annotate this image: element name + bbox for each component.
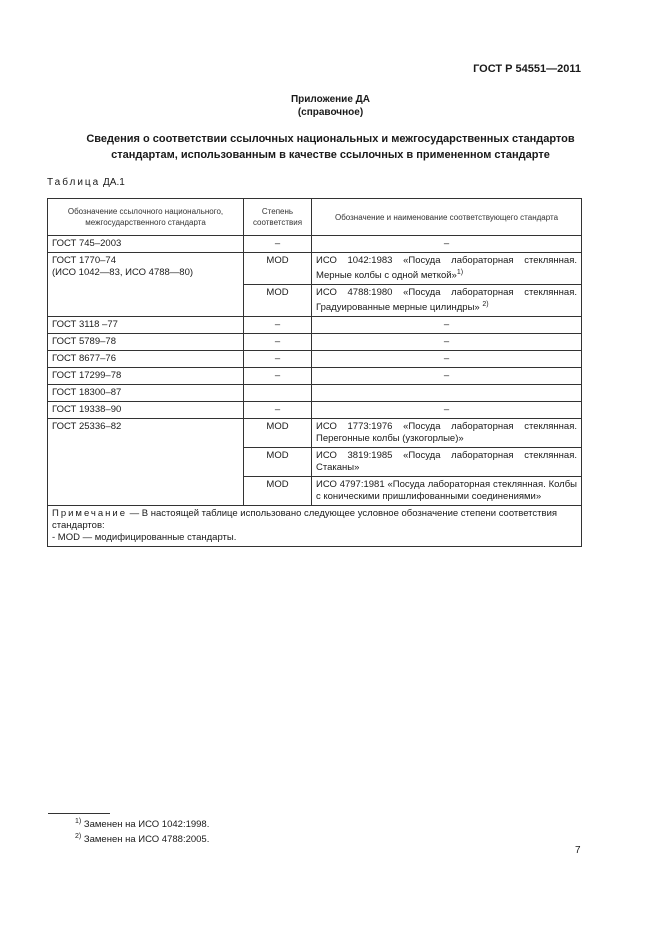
cell-degree: MOD: [244, 448, 312, 477]
cell-standard-line-1: ГОСТ 1770–74: [52, 255, 116, 266]
table-row: [48, 236, 582, 253]
cell-degree: –: [244, 317, 312, 334]
cell-degree: –: [244, 351, 312, 368]
table-row: [48, 334, 582, 351]
cell-corresponding: [312, 253, 582, 285]
cell-corresponding: –: [312, 236, 582, 253]
appendix-title: Приложение ДА: [290, 94, 371, 105]
cell-corresponding: ИСО 4797:1981 «Посуда лабораторная стеклянная. Колбы с коническими пришлифованными соединениями»: [312, 477, 582, 506]
table-row: [48, 351, 582, 368]
appendix-subtitle: (справочное): [297, 107, 364, 118]
footnote-2: [75, 831, 209, 846]
cell-corresponding: –: [312, 368, 582, 385]
cell-standard: ГОСТ 5789–78: [48, 334, 244, 351]
table-row: [48, 419, 582, 448]
footnotes: [75, 816, 209, 846]
cell-degree: MOD: [244, 419, 312, 448]
cell-degree: –: [244, 402, 312, 419]
correspondence-table: [47, 198, 582, 547]
footnote-divider: [48, 813, 110, 814]
cell-degree: MOD: [244, 285, 312, 317]
header-col-degree: Степень соответствия: [244, 199, 312, 236]
footnote-2-text: Заменен на ИСО 4788:2005.: [83, 834, 210, 846]
table-note: [48, 506, 582, 547]
footnote-ref: 2): [482, 301, 489, 309]
cell-degree: MOD: [244, 477, 312, 506]
cell-corresponding: ИСО 1773:1976 «Посуда лабораторная стеклянная. Перегонные колбы (узкогорлые)»: [312, 419, 582, 448]
appendix-heading: [0, 93, 661, 119]
header-col-corresponding-standard: Обозначение и наименование соответствующего стандарта: [312, 199, 582, 236]
cell-standard: ГОСТ 18300–87: [48, 385, 244, 402]
cell-degree: –: [244, 368, 312, 385]
footnote-2-mark: 2): [75, 833, 82, 841]
cell-standard: ГОСТ 19338–90: [48, 402, 244, 419]
header-col-reference-standard: Обозначение ссылочного национального, межгосударственного стандарта: [48, 199, 244, 236]
footnote-1-text: Заменен на ИСО 1042:1998.: [83, 819, 210, 831]
note-label: Примечание: [52, 508, 127, 520]
cell-standard: ГОСТ 8677–76: [48, 351, 244, 368]
cell-corresponding: –: [312, 334, 582, 351]
table-caption-number: ДА.1: [103, 177, 125, 188]
note-item: - MOD — модифицированные стандарты.: [52, 532, 237, 544]
cell-corresponding: –: [312, 351, 582, 368]
cell-degree: –: [244, 334, 312, 351]
note-text: — В настоящей таблице использовано следующее условное обозначение степени соответствия стандартов:: [52, 508, 558, 532]
section-title-line-2: стандартам, использованным в качестве ссылочных в примененном стандарте: [111, 149, 550, 161]
document-id: ГОСТ Р 54551—2011: [473, 63, 581, 75]
cell-standard-line-2: (ИСО 1042—83, ИСО 4788—80): [52, 267, 194, 278]
footnote-1: [75, 816, 209, 831]
cell-corresponding: [312, 285, 582, 317]
table-row: [48, 253, 582, 285]
cell-corresponding: [312, 385, 582, 402]
cell-standard: [48, 253, 244, 317]
cell-corresponding-text: ИСО 4788:1980 «Посуда лабораторная стеклянная. Градуированные мерные цилиндры»: [316, 287, 577, 314]
cell-standard: ГОСТ 17299–78: [48, 368, 244, 385]
cell-corresponding: –: [312, 317, 582, 334]
cell-standard: ГОСТ 3118 –77: [48, 317, 244, 334]
cell-degree: [244, 385, 312, 402]
table-row: [48, 402, 582, 419]
section-title-line-1: Сведения о соответствии ссылочных национальных и межгосударственных стандартов: [86, 133, 575, 145]
table-caption: [47, 177, 125, 188]
cell-corresponding: –: [312, 402, 582, 419]
cell-degree: MOD: [244, 253, 312, 285]
footnote-1-mark: 1): [75, 818, 82, 825]
table-header-row: [48, 199, 582, 236]
cell-standard: ГОСТ 745–2003: [48, 236, 244, 253]
table-row: [48, 368, 582, 385]
cell-degree: –: [244, 236, 312, 253]
table-row: [48, 385, 582, 402]
footnote-ref: 1): [456, 269, 464, 276]
table-row: [48, 317, 582, 334]
section-title: [0, 131, 661, 163]
cell-corresponding-text: ИСО 1042:1983 «Посуда лабораторная стеклянная. Мерные колбы с одной меткой»: [316, 255, 577, 282]
page-number: 7: [575, 845, 581, 856]
cell-standard: ГОСТ 25336–82: [48, 419, 244, 506]
cell-corresponding: ИСО 3819:1985 «Посуда лабораторная стеклянная. Стаканы»: [312, 448, 582, 477]
table-caption-prefix: Таблица: [47, 177, 101, 188]
table-note-row: [48, 506, 582, 547]
